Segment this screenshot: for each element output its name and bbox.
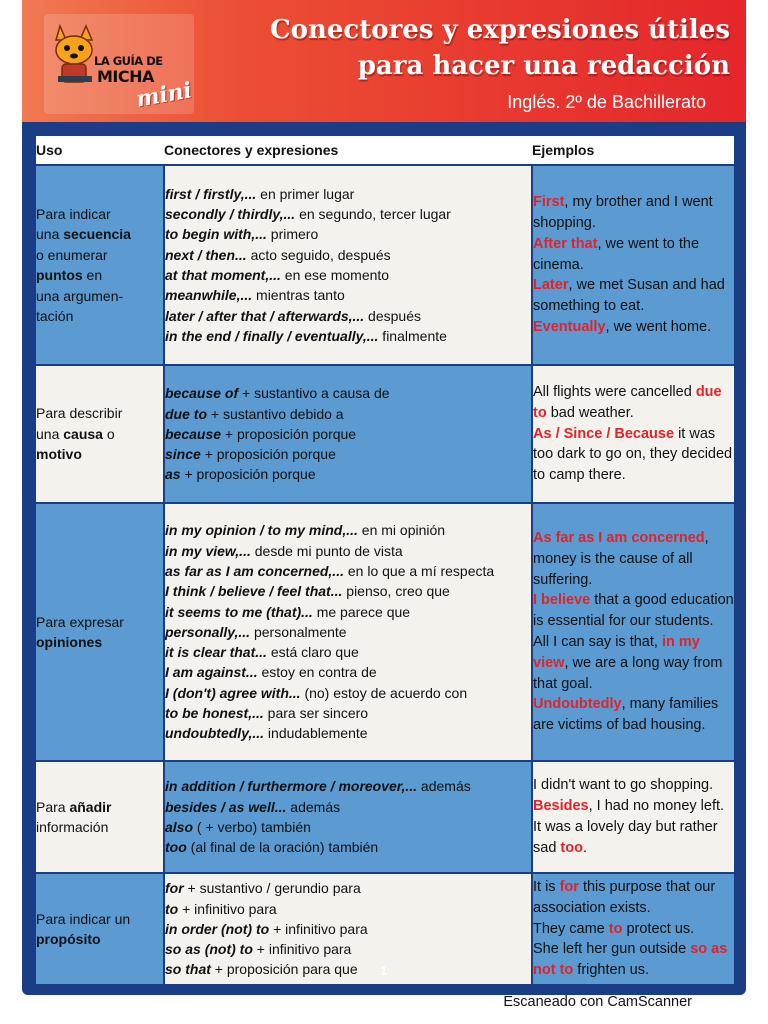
ejemplos-line (533, 775, 734, 817)
cell-uso (36, 761, 164, 873)
conectores-line (165, 723, 531, 743)
highlighted-connector: so as not to (533, 941, 728, 979)
text-segment: motivo (36, 446, 82, 463)
cell-uso (36, 365, 164, 503)
text-segment: , money is the cause of all suffering. (533, 530, 709, 588)
ejemplos-line (533, 590, 734, 632)
cell-ejemplos (532, 761, 734, 873)
highlighted-connector: After that (533, 235, 598, 252)
conectores-line (165, 919, 531, 939)
text-segment: propósito (36, 931, 101, 947)
uso-line (36, 632, 163, 653)
connector-expression: secondly / thirdly,... (165, 206, 296, 223)
conectores-line (165, 404, 531, 424)
connector-expression: I (don't) agree with... (165, 684, 301, 701)
text-segment: después (364, 307, 421, 324)
conectores-line (165, 306, 531, 326)
connector-expression: to be honest,... (165, 705, 264, 722)
ejemplos-line (533, 317, 734, 338)
highlighted-connector: Undoubtedly (533, 696, 622, 713)
conectores-line (165, 424, 531, 444)
uso-line (36, 817, 163, 838)
logo-text-line2: MICHA (97, 67, 154, 86)
text-segment: Para indicar (36, 205, 111, 222)
cell-uso (36, 165, 164, 365)
conectores-line (165, 837, 531, 857)
text-segment: + sustantivo a causa de (238, 385, 390, 402)
text-segment: + proposición porque (221, 425, 357, 442)
text-segment: en segundo, tercer lugar (295, 206, 451, 223)
text-segment: para ser sincero (263, 705, 369, 722)
connector-expression: so that (165, 961, 211, 978)
text-segment: Para (36, 798, 70, 815)
connector-expression: I am against... (165, 664, 258, 681)
text-segment: + sustantivo debido a (207, 405, 344, 422)
text-segment: + proposición para que (210, 961, 358, 978)
page-number: 1 (380, 964, 388, 978)
conectores-line (165, 683, 531, 703)
highlighted-connector: to (608, 920, 623, 937)
text-segment: desde mi punto de vista (250, 542, 403, 559)
text-segment: , I had no money left. (588, 798, 725, 815)
card-header (22, 0, 746, 122)
connector-expression: due to (165, 405, 207, 422)
text-segment: All I can say is that, (533, 634, 662, 650)
conectores-line (165, 204, 531, 224)
cell-conectores (164, 365, 532, 503)
text-segment: (no) estoy de acuerdo con (300, 684, 468, 701)
connector-expression: next / then... (165, 246, 247, 263)
text-segment: además (286, 798, 341, 815)
text-segment: bad weather. (546, 404, 634, 421)
conectores-line (165, 817, 531, 837)
logo (44, 14, 194, 114)
text-segment: . (582, 839, 587, 856)
text-segment: añadir (69, 798, 112, 815)
text-segment: secuencia (63, 226, 131, 242)
connectors-table (36, 136, 734, 986)
table-row (36, 761, 734, 873)
connector-expression: it is clear that... (165, 644, 267, 661)
text-segment: I didn't want to go shopping. (533, 777, 714, 794)
fox-mascot-icon (48, 18, 102, 88)
uso-line (36, 245, 163, 266)
text-segment: , we are a long way from that goal. (533, 654, 723, 692)
connector-expression: as (165, 466, 181, 483)
connector-expression: it seems to me (that)... (165, 603, 313, 620)
text-segment: It is (533, 879, 560, 895)
text-segment: en mi opinión (357, 522, 446, 539)
uso-line (36, 224, 163, 245)
connector-expression: because of (165, 385, 239, 402)
column-header-conectores: Conectores y expresiones (164, 136, 532, 165)
uso-line (36, 265, 163, 286)
column-header-ejemplos: Ejemplos (532, 136, 734, 165)
text-segment: It was a lovely day but rather sad (533, 819, 718, 856)
cell-conectores (164, 761, 532, 873)
ejemplos-line (533, 382, 734, 424)
connector-expression: besides / as well... (165, 798, 287, 815)
conectores-line (165, 642, 531, 662)
conectores-line (165, 662, 531, 682)
text-segment: tación (36, 308, 74, 324)
text-segment: ( + verbo) también (193, 819, 311, 835)
text-segment: en (82, 267, 103, 283)
conectores-line (165, 541, 531, 561)
uso-line (36, 797, 163, 818)
uso-line (36, 929, 163, 950)
conectores-line (165, 776, 531, 796)
text-segment: una (36, 425, 64, 442)
text-segment: o (102, 425, 115, 442)
text-segment: All flights were cancelled (533, 384, 696, 400)
uso-line (36, 444, 163, 465)
highlighted-connector: for (559, 879, 579, 895)
text-segment: Para describir (36, 405, 123, 422)
conectores-line (165, 285, 531, 305)
text-segment: , we met Susan and had something to eat. (533, 277, 725, 315)
connector-expression: at that moment,... (165, 267, 281, 283)
cell-ejemplos (532, 165, 734, 365)
ejemplos-line (533, 817, 734, 859)
text-segment: frighten us. (573, 962, 650, 979)
text-segment: una argumen- (36, 287, 124, 304)
highlighted-connector: Later (533, 277, 569, 294)
ejemplos-line (533, 192, 734, 234)
uso-line (36, 306, 163, 327)
table-header-row (36, 136, 734, 165)
highlighted-connector: As far as I am concerned (533, 530, 705, 547)
conectores-line (165, 622, 531, 642)
ejemplos-line (533, 424, 734, 486)
reference-card (22, 0, 746, 995)
text-segment: en lo que a mí respecta (343, 562, 495, 579)
conectores-line (165, 326, 531, 346)
ejemplos-line (533, 919, 734, 940)
highlighted-connector: in my view (533, 634, 700, 671)
uso-line (36, 286, 163, 307)
connector-expression: in addition / furthermore / moreover,... (165, 778, 418, 795)
table-row (36, 165, 734, 365)
page-title (190, 12, 730, 84)
text-segment: , many families are victims of bad housing. (533, 696, 719, 734)
conectores-line (165, 464, 531, 484)
text-segment: , we went to the cinema. (533, 235, 700, 273)
connector-expression: in my view,... (165, 542, 251, 559)
highlighted-connector: too (560, 839, 583, 856)
text-segment: this purpose that our association exists. (533, 879, 716, 916)
highlighted-connector: As / Since / Because (533, 425, 675, 442)
text-segment: primero (266, 226, 319, 243)
text-segment: They came (533, 920, 609, 937)
cell-uso (36, 503, 164, 761)
conectores-line (165, 602, 531, 622)
conectores-line (165, 561, 531, 581)
text-segment: acto seguido, después (246, 246, 391, 263)
text-segment: + proposición porque (200, 446, 336, 463)
text-segment: She left her gun outside (533, 941, 691, 958)
text-segment: está claro que (266, 644, 359, 661)
uso-line (36, 403, 163, 424)
text-segment: una (36, 226, 64, 242)
text-segment: (al final de la oración) también (186, 839, 379, 856)
connector-expression: to (165, 900, 179, 917)
scanner-watermark: Escaneado con CamScanner (503, 994, 692, 1010)
connector-expression: to begin with,... (165, 226, 267, 243)
connector-expression: also (165, 819, 194, 835)
conectores-line (165, 899, 531, 919)
text-segment: + proposición porque (180, 466, 316, 483)
ejemplos-line (533, 877, 734, 919)
highlighted-connector: Besides (533, 798, 589, 815)
text-segment: + sustantivo / gerundio para (183, 880, 361, 897)
conectores-line (165, 520, 531, 540)
connector-expression: I think / believe / feel that... (165, 583, 343, 600)
connector-expression: too (165, 839, 187, 856)
uso-line (36, 424, 163, 445)
text-segment: + infinitivo para (178, 900, 277, 917)
column-header-uso: Uso (36, 136, 164, 165)
highlighted-connector: First (533, 194, 565, 211)
ejemplos-line (533, 632, 734, 694)
text-segment: , we went home. (605, 318, 712, 335)
connector-expression: first / firstly,... (165, 185, 257, 202)
text-segment: causa (63, 425, 103, 442)
text-segment: o enumerar (36, 246, 108, 263)
title-line-1: Conectores y expresiones útiles (269, 15, 730, 45)
text-segment: + infinitivo para (252, 941, 352, 958)
text-segment: Para expresar (36, 613, 124, 630)
text-segment: estoy en contra de (257, 664, 377, 681)
page-subtitle: Inglés. 2º de Bachillerato (507, 92, 706, 112)
connector-expression: personally,... (165, 623, 251, 640)
cell-ejemplos (532, 503, 734, 761)
conectores-line (165, 184, 531, 204)
text-segment: + infinitivo para (269, 920, 368, 937)
text-segment: pienso, creo que (342, 583, 450, 600)
connector-expression: in order (not) to (165, 920, 270, 937)
connector-expression: since (165, 446, 201, 463)
text-segment: información (36, 819, 109, 835)
text-segment: me parece que (312, 603, 411, 620)
highlighted-connector: I believe (533, 592, 591, 609)
connector-expression: later / after that / afterwards,... (165, 307, 365, 324)
connector-expression: because (165, 425, 222, 442)
conectores-line (165, 878, 531, 898)
title-line-2: para hacer una redacción (357, 51, 730, 81)
logo-text-line1: LA GUÍA DE (94, 54, 163, 68)
text-segment: it was too dark to go on, they decided to camp there. (533, 425, 733, 484)
text-segment: en ese momento (280, 267, 390, 283)
text-segment: en primer lugar (256, 185, 355, 202)
conectores-line (165, 265, 531, 285)
logo-text-mini: mini (134, 77, 194, 113)
highlighted-connector: Eventually (533, 318, 606, 335)
uso-line (36, 612, 163, 633)
text-segment: finalmente (378, 327, 447, 344)
table-row (36, 503, 734, 761)
table-row (36, 365, 734, 503)
conectores-line (165, 224, 531, 244)
uso-line (36, 204, 163, 225)
connector-expression: so as (not) to (165, 941, 253, 958)
conectores-line (165, 383, 531, 403)
connector-expression: as far as I am concerned,... (165, 562, 344, 579)
uso-line (36, 909, 163, 930)
conectores-line (165, 581, 531, 601)
conectores-line (165, 703, 531, 723)
text-segment: , my brother and I went shopping. (533, 194, 713, 231)
text-segment: además (417, 778, 471, 795)
ejemplos-line (533, 234, 734, 276)
ejemplos-line (533, 694, 734, 736)
conectores-line (165, 939, 531, 959)
cell-ejemplos (532, 365, 734, 503)
conectores-line (165, 444, 531, 464)
cell-conectores (164, 503, 532, 761)
ejemplos-line (533, 275, 734, 317)
text-segment: protect us. (622, 920, 695, 937)
connector-expression: in the end / finally / eventually,... (165, 327, 379, 344)
highlighted-connector: due to (533, 384, 722, 421)
conectores-line (165, 245, 531, 265)
text-segment: personalmente (250, 623, 347, 640)
text-segment: opiniones (36, 634, 103, 650)
text-segment: Para indicar un (36, 910, 131, 927)
text-segment: that a good education is essential for our students. (533, 592, 734, 630)
ejemplos-line (533, 528, 734, 590)
conectores-line (165, 797, 531, 817)
connector-expression: meanwhile,... (165, 287, 253, 304)
cell-conectores (164, 165, 532, 365)
connector-expression: for (165, 880, 184, 897)
connector-expression: undoubtedly,... (165, 725, 265, 742)
text-segment: puntos (36, 267, 83, 283)
connector-expression: in my opinion / to my mind,... (165, 522, 358, 539)
text-segment: mientras tanto (252, 287, 345, 304)
text-segment: indudablemente (264, 725, 368, 742)
